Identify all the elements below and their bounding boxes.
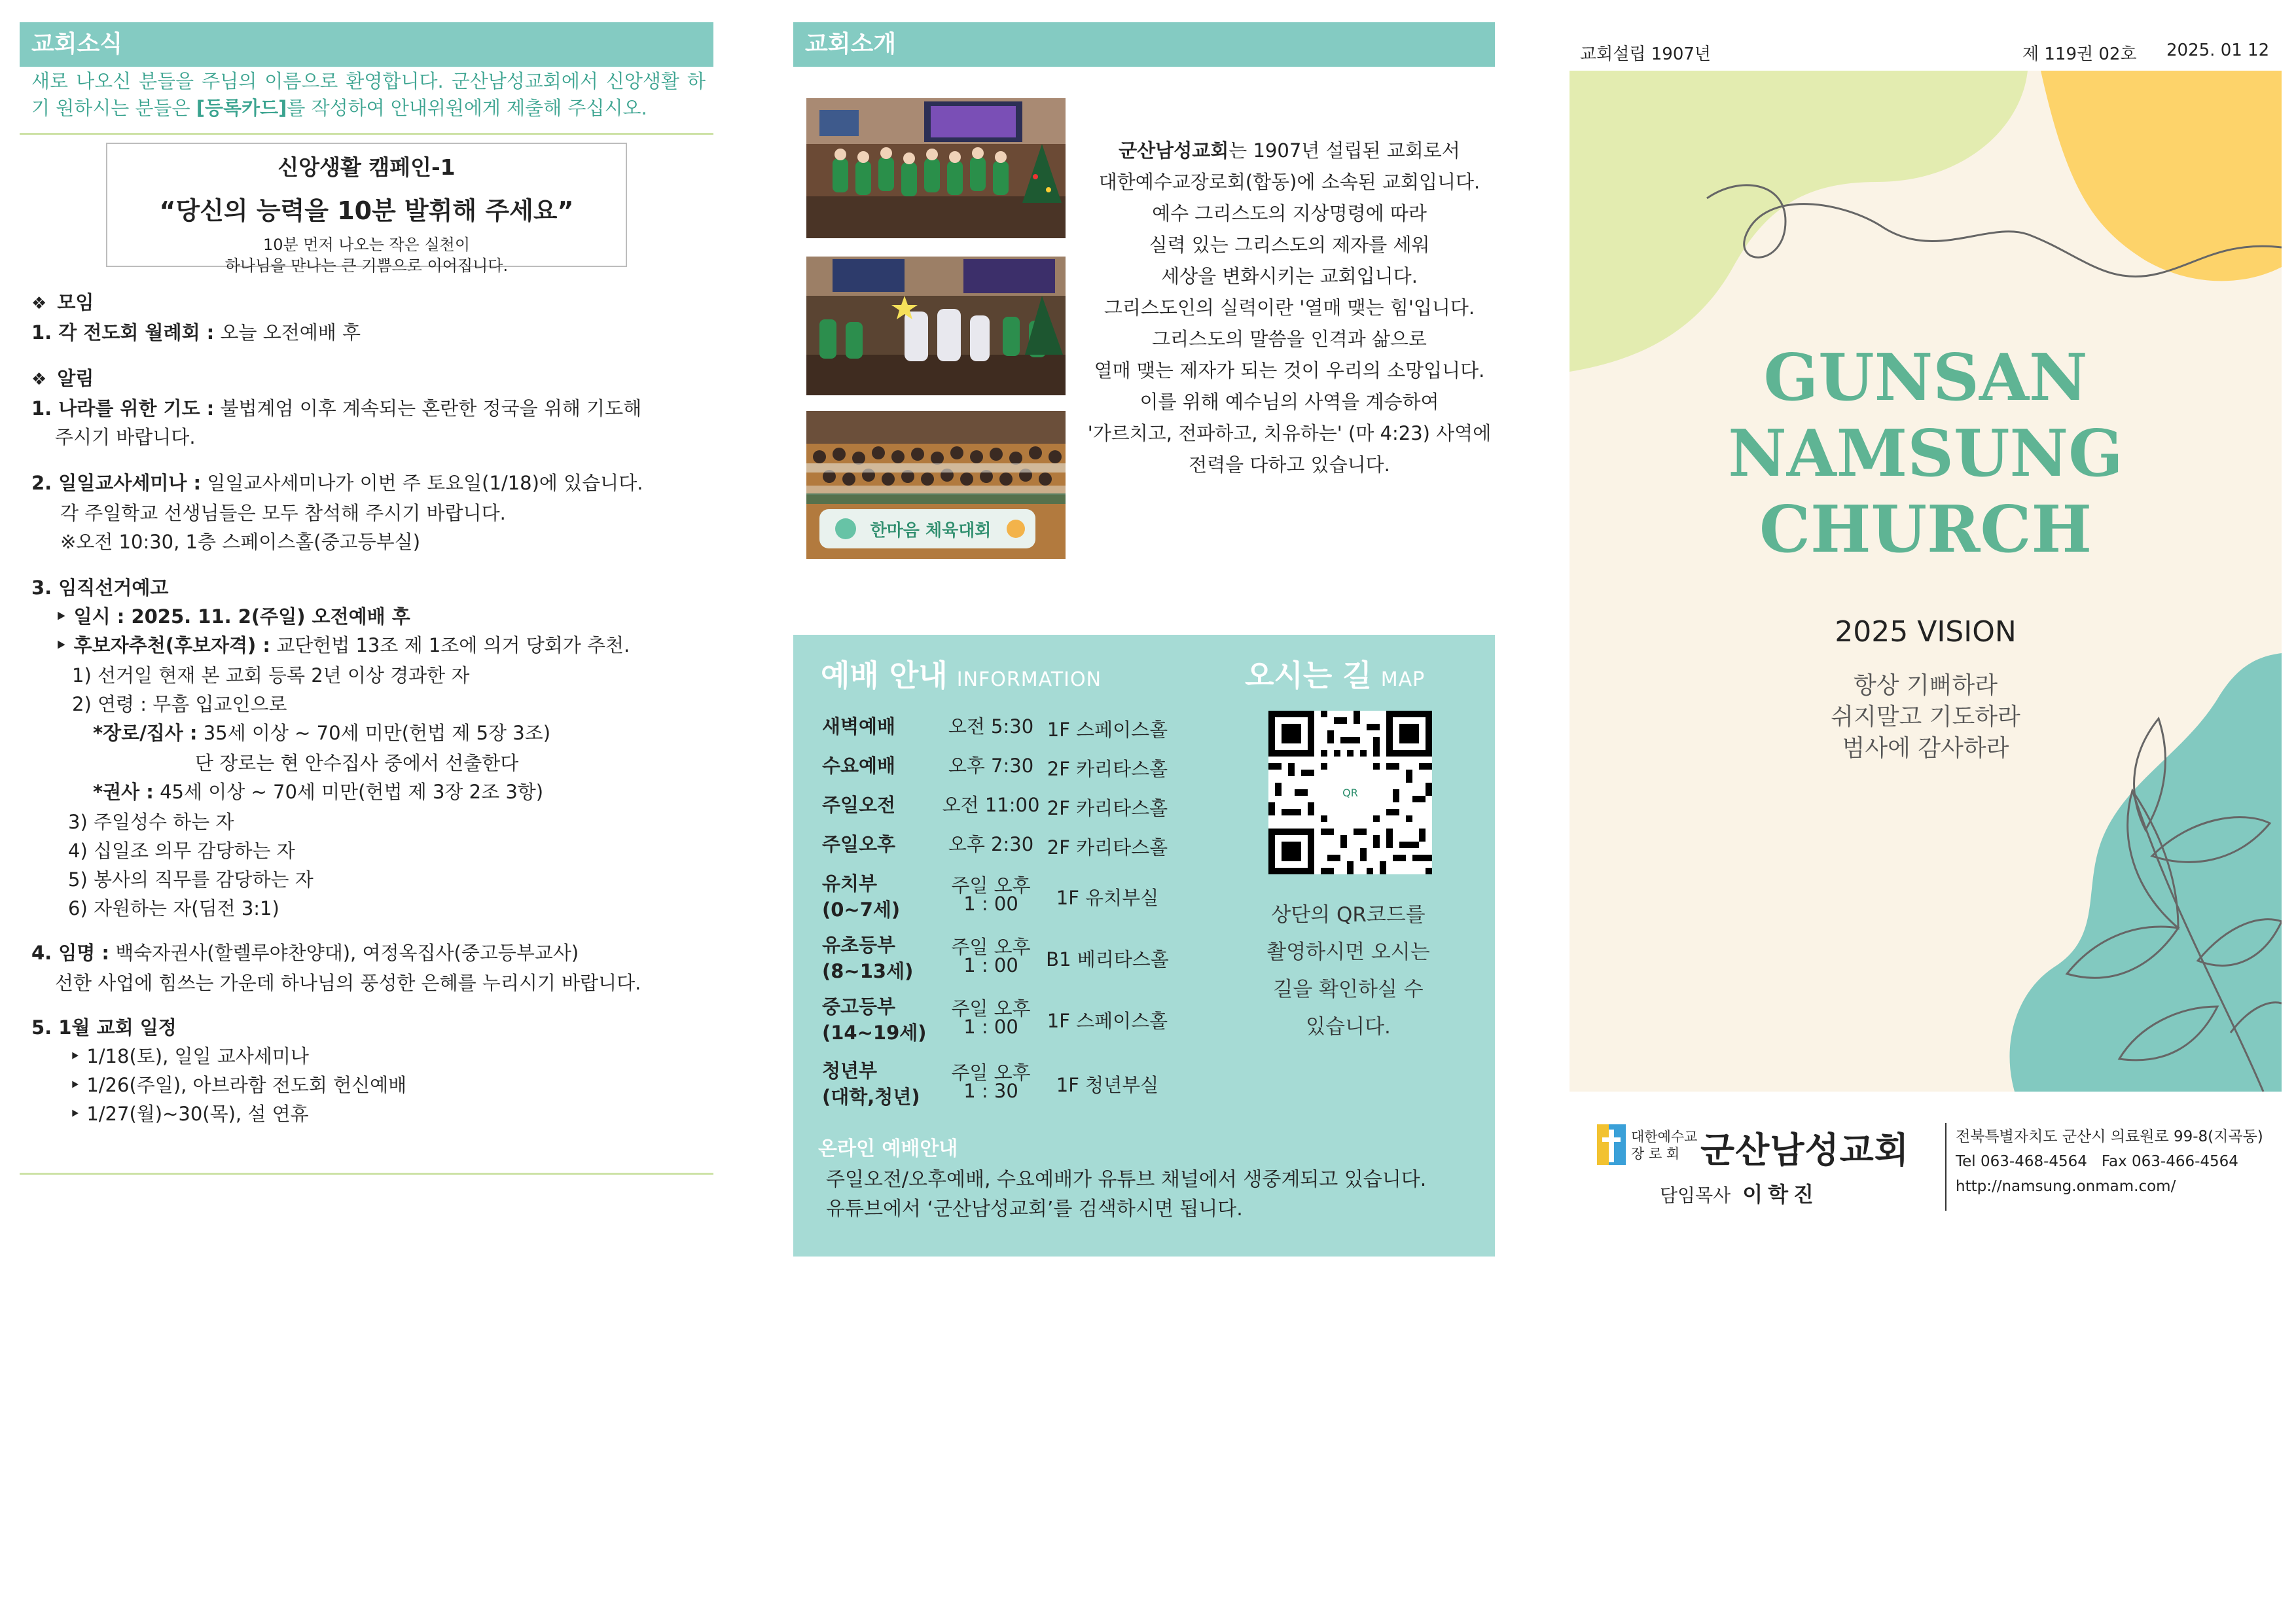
- notice-1-cont: 주시기 바랍니다.: [55, 426, 196, 448]
- notice-3-label-text: 3. 임직선거예고: [31, 577, 169, 599]
- schedule-item: ‣ 1/26(주일), 아브라함 전도회 헌신예배: [69, 1074, 407, 1096]
- pastor-info: [1660, 1178, 1819, 1208]
- online-line: 유튜브에서 ‘군산남성교회’를 검색하시면 됩니다.: [826, 1198, 1243, 1221]
- dept-age: (14~19세): [822, 1022, 927, 1044]
- notice-5-label-text: 5. 1월 교회 일정: [31, 1016, 177, 1039]
- qualification-6: 6) 자원하는 자(딤전 3:1): [68, 897, 279, 919]
- cover-art: [1570, 71, 2282, 1092]
- service-row: [793, 831, 1199, 857]
- phone-fax: [1956, 1149, 2263, 1174]
- meeting-item-label: 1. 각 전도회 월례회 :: [31, 321, 215, 344]
- qr-line: 있습니다.: [1306, 1015, 1391, 1039]
- qr-line: 상단의 QR코드를: [1271, 903, 1426, 927]
- diamond-bullet-icon: ❖: [31, 294, 47, 313]
- intro-line: [1080, 135, 1499, 166]
- section-title-news: 교회소식: [20, 22, 713, 67]
- schedule-item: ‣ 1/27(월)~30(목), 설 연휴: [69, 1103, 309, 1125]
- choir-photo: [806, 98, 1066, 238]
- dept-service-row: [793, 932, 1199, 987]
- notice-3-date-text: ‣ 일시 : 2025. 11. 2(주일) 오전예배 후: [55, 605, 410, 628]
- notice-2-cont: 각 주일학교 선생님들은 모두 참석해 주시기 바랍니다.: [60, 502, 506, 524]
- dept-place: 1F 스페이스홀: [1047, 1010, 1168, 1032]
- notice-4: [31, 938, 579, 967]
- kwonsa-label: *권사 :: [93, 781, 154, 803]
- service-name: 새벽예배: [822, 715, 896, 738]
- meeting-header-text: 모임: [57, 291, 94, 313]
- founded-year: 교회설립 1907년: [1580, 45, 1712, 64]
- notice-3-cand-label: ‣ 후보자추천(후보자격) :: [55, 634, 270, 656]
- dept-time: 1 : 00: [963, 1016, 1018, 1038]
- service-row: [793, 753, 1199, 779]
- issue-number: 제 119권 02호: [2022, 45, 2137, 64]
- map-title-en: MAP: [1380, 668, 1426, 691]
- notice-3-date: [55, 602, 410, 631]
- intro-line: 전력을 다하고 있습니다.: [1189, 454, 1390, 476]
- service-time: 오전 5:30: [948, 715, 1034, 738]
- denomination: [1631, 1128, 1697, 1162]
- cross-logo-icon: [1597, 1124, 1626, 1165]
- vision-line: 쉬지말고 기도하라: [1831, 704, 2020, 730]
- campaign-line1: 10분 먼저 나오는 작은 실천이: [262, 236, 471, 254]
- dept-name: 유치부: [822, 872, 878, 895]
- meeting-item-text: 오늘 오전예배 후: [220, 321, 361, 344]
- notice-2: [31, 469, 643, 497]
- dept-time: 1 : 00: [963, 954, 1018, 976]
- notice-4-label: 4. 임명 :: [31, 942, 110, 964]
- welcome-text: 새로 나오신 분들을 주님의 이름으로 환영합니다. 군산남성교회에서 신앙생활 하기 원하시는 분들은: [31, 70, 706, 119]
- service-place: 2F 카리타스홀: [1047, 758, 1168, 780]
- service-place: 1F 스페이스홀: [1047, 719, 1168, 741]
- notice-3-cand-text: 교단헌법 13조 제 1조에 의거 당회가 추천.: [276, 634, 630, 656]
- qr-line: 촬영하시면 오시는: [1266, 940, 1430, 964]
- qualification-3: 3) 주일성수 하는 자: [68, 811, 234, 833]
- map-title: [1245, 652, 1425, 695]
- address: 전북특별자치도 군산시 의료원로 99-8(지곡동): [1956, 1128, 2263, 1145]
- fax: Fax 063-466-4564: [2101, 1153, 2238, 1170]
- kwonsa-qualification: [93, 777, 543, 806]
- dept-age: (8~13세): [822, 960, 914, 982]
- intro-line: 세상을 변화시키는 교회입니다.: [1161, 265, 1418, 287]
- campaign-line2: 하나님을 만나는 큰 기쁨으로 이어집니다.: [224, 257, 509, 275]
- notice-3-candidates: [55, 631, 630, 660]
- notice-header-text: 알림: [57, 367, 94, 389]
- qualification-5: 5) 봉사의 직무를 감당하는 자: [68, 868, 314, 891]
- service-time: 오후 2:30: [948, 833, 1034, 855]
- service-time: 오전 11:00: [942, 794, 1040, 816]
- dept-name: 중고등부: [822, 995, 896, 1018]
- worship-info-title: [821, 652, 1102, 695]
- elder-qualification: [93, 719, 550, 747]
- notice-4-cont: 선한 사업에 힘쓰는 가운데 하나님의 풍성한 은혜를 누리시기 바랍니다.: [55, 972, 641, 994]
- notice-1-label: 1. 나라를 위한 기도 :: [31, 397, 215, 419]
- service-row: [793, 713, 1199, 740]
- church-korean-name: 군산남성교회: [1700, 1130, 1909, 1171]
- notice-3-label: [31, 573, 168, 602]
- notice-2-label: 2. 일일교사세미나 :: [31, 472, 202, 494]
- intro-line: 이를 위해 예수님의 사역을 계승하여: [1139, 391, 1439, 413]
- denomination-line: 대한예수교: [1631, 1129, 1698, 1145]
- qualification-4: 4) 십일조 의무 감당하는 자: [68, 840, 295, 862]
- info-title-en: INFORMATION: [956, 668, 1102, 691]
- church-name-bold: 군산남성교회: [1119, 139, 1229, 162]
- intro-line: 그리스도인의 실력이란 '열매 맺는 힘'입니다.: [1103, 296, 1475, 319]
- dept-place: B1 베리타스홀: [1046, 948, 1169, 971]
- service-name: 주일오후: [822, 833, 896, 855]
- dept-time: 1 : 30: [963, 1080, 1018, 1102]
- website-link[interactable]: http://namsung.onmam.com/: [1956, 1178, 2176, 1195]
- intro-line: 대한예수교장로회(합동)에 소속된 교회입니다.: [1098, 171, 1480, 193]
- online-worship-title: 온라인 예배안내: [818, 1137, 958, 1160]
- diamond-bullet-icon: ❖: [31, 370, 47, 389]
- dept-name: 유초등부: [822, 934, 896, 956]
- dept-day: 주일 오후: [951, 997, 1031, 1020]
- dept-day: 주일 오후: [951, 936, 1031, 958]
- contact-info: [1956, 1124, 2263, 1199]
- dept-service-row: [793, 1058, 1199, 1113]
- service-name: 수요예배: [822, 755, 896, 777]
- telephone: Tel 063-468-4564: [1956, 1153, 2087, 1170]
- divider: [20, 133, 713, 135]
- service-place: 2F 카리타스홀: [1047, 797, 1168, 819]
- campaign-box: [106, 143, 627, 275]
- qualification-2: 2) 연령 : 무흠 입교인으로: [72, 693, 287, 715]
- elder-text: 35세 이상 ~ 70세 미만(헌법 제 5장 3조): [203, 722, 551, 744]
- registration-card-text: [등록카드]: [196, 97, 287, 119]
- vision-title: 2025 VISION: [1835, 615, 2017, 649]
- notice-1: [31, 394, 641, 423]
- pastor-name: 이학진: [1742, 1182, 1819, 1207]
- dept-place: 1F 유치부실: [1056, 887, 1159, 909]
- dept-age: (대학,청년): [822, 1086, 920, 1108]
- service-row: [793, 792, 1199, 818]
- welcome-message: [31, 68, 706, 122]
- notice-4-text: 백숙자권사(할렐루야찬양대), 여정옥집사(중고등부교사): [115, 942, 579, 964]
- church-english-title: [1570, 340, 2282, 568]
- church-introduction: [1080, 135, 1499, 480]
- map-qr-code[interactable]: [1268, 711, 1432, 874]
- sports-day-group-photo: [806, 411, 1066, 559]
- section-title-intro: 교회소개: [793, 22, 1495, 67]
- notice-2-text: 일일교사세미나가 이번 주 토요일(1/18)에 있습니다.: [207, 472, 643, 494]
- intro-line: 열매 맺는 제자가 되는 것이 우리의 소망입니다.: [1094, 359, 1485, 382]
- intro-first-rest: 는 1907년 설립된 교회로서: [1229, 139, 1460, 162]
- dept-day: 주일 오후: [951, 1061, 1031, 1084]
- notice-5-label: [31, 1013, 177, 1042]
- map-title-ko: 오시는 길: [1245, 658, 1372, 693]
- service-name: 주일오전: [822, 794, 896, 816]
- qualification-1: 1) 선거일 현재 본 교회 등록 2년 이상 경과한 자: [72, 664, 470, 687]
- divider: [20, 1173, 713, 1175]
- schedule-item: ‣ 1/18(토), 일일 교사세미나: [69, 1045, 309, 1067]
- service-time: 오후 7:30: [948, 755, 1034, 777]
- christmas-play-photo: [806, 257, 1066, 395]
- info-title-ko: 예배 안내: [821, 658, 948, 693]
- dept-service-row: [793, 993, 1199, 1048]
- dept-age: (0~7세): [822, 899, 901, 921]
- kwonsa-text: 45세 이상 ~ 70세 미만(헌법 제 3장 2조 3항): [160, 781, 544, 803]
- online-worship-text: [826, 1165, 1426, 1224]
- qr-instruction: [1244, 897, 1453, 1046]
- issue-date: 2025. 01 12: [2166, 41, 2270, 60]
- notice-header: [31, 364, 94, 394]
- intro-line: 예수 그리스도의 지상명령에 따라: [1152, 202, 1427, 224]
- denomination-line: 장 로 회: [1631, 1146, 1680, 1162]
- intro-line: 그리스도의 말씀을 인격과 삶으로: [1152, 328, 1427, 350]
- elder-note: 단 장로는 현 안수집사 중에서 선출한다: [195, 752, 519, 774]
- intro-line: 실력 있는 그리스도의 제자를 세워: [1149, 234, 1430, 256]
- notice-2-note: ※오전 10:30, 1층 스페이스홀(중고등부실): [60, 531, 421, 553]
- qr-line: 길을 확인하실 수: [1273, 978, 1424, 1001]
- campaign-slogan: “당신의 능력을 10분 발휘해 주세요”: [159, 196, 574, 225]
- welcome-text-end: 를 작성하여 안내위원에게 제출해 주십시오.: [287, 97, 647, 119]
- online-line: 주일오전/오후예배, 수요예배가 유튜브 채널에서 생중계되고 있습니다.: [826, 1168, 1427, 1191]
- meeting-header: [31, 288, 94, 318]
- footer-divider: [1945, 1123, 1946, 1211]
- pastor-label: 담임목사: [1660, 1185, 1731, 1206]
- title-line: CHURCH: [1759, 492, 2092, 567]
- campaign-title: 신앙생활 캠페인-1: [278, 154, 456, 180]
- dept-day: 주일 오후: [951, 874, 1031, 897]
- notice-1-text: 불법계엄 이후 계속되는 혼란한 정국을 위해 기도해: [220, 397, 642, 419]
- vision-line: 범사에 감사하라: [1842, 735, 2009, 762]
- dept-service-row: [793, 870, 1199, 925]
- intro-line: '가르치고, 전파하고, 치유하는' (마 4:23) 사역에: [1087, 422, 1492, 444]
- dept-place: 1F 청년부실: [1056, 1074, 1159, 1096]
- vision-line: 항상 기뻐하라: [1853, 672, 1998, 699]
- dept-time: 1 : 00: [963, 893, 1018, 915]
- qr-center-label: QR: [1342, 787, 1358, 799]
- elder-label: *장로/집사 :: [93, 722, 198, 744]
- title-line: NAMSUNG: [1728, 416, 2123, 491]
- service-place: 2F 카리타스홀: [1047, 836, 1168, 859]
- banner-text: 한마음 체육대회: [870, 521, 992, 541]
- dept-name: 청년부: [822, 1060, 878, 1082]
- meeting-item: [31, 318, 361, 347]
- title-line: GUNSAN: [1763, 340, 2088, 416]
- vision-verses: [1570, 670, 2282, 764]
